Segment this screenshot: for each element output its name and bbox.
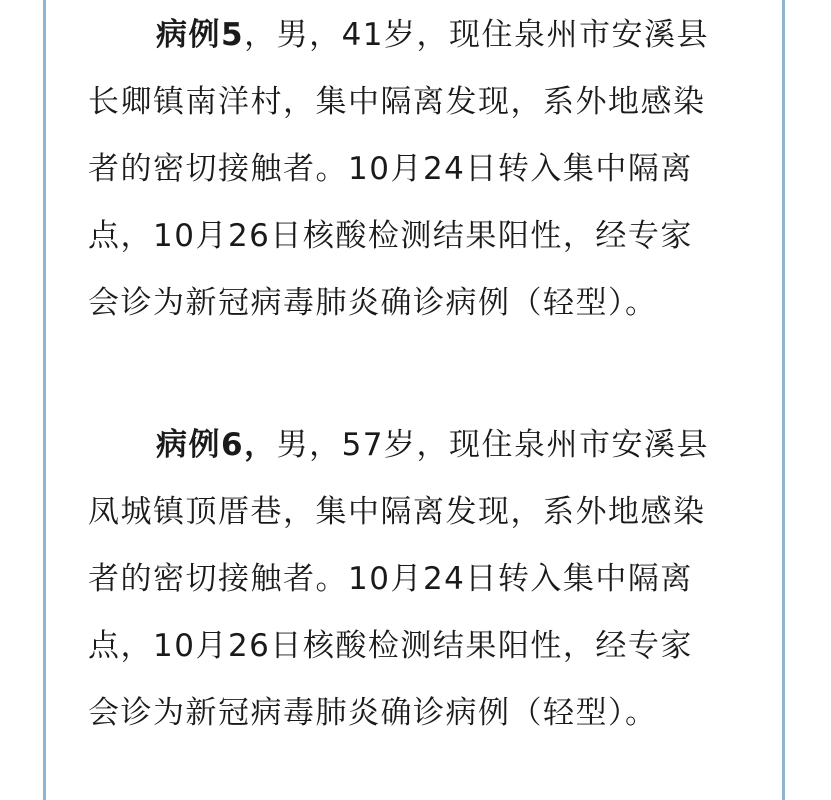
case-5-line-3: 者的密切接触者。10月24日转入集中隔离 (88, 151, 693, 187)
case-5-line-1-text: ，男，41岁，现住泉州市安溪县 (244, 17, 710, 53)
case-6-line-5: 会诊为新冠病毒肺炎确诊病例（轻型）。 (88, 695, 658, 731)
case-6-line-1-text: 男，57岁，现住泉州市安溪县 (276, 427, 710, 463)
case-6-title: 病例6， (156, 427, 277, 463)
case-5-line-4: 点，10月26日核酸检测结果阳性，经专家 (88, 218, 693, 254)
case-5-paragraph (88, 2, 748, 337)
case-5-line-5: 会诊为新冠病毒肺炎确诊病例（轻型）。 (88, 285, 658, 321)
case-5-title: 病例5 (156, 17, 245, 53)
case-5-line-1 (88, 2, 748, 69)
case-5-line-2: 长卿镇南洋村，集中隔离发现，系外地感染 (88, 84, 706, 120)
case-6-line-4: 点，10月26日核酸检测结果阳性，经专家 (88, 628, 693, 664)
case-6-line-1 (88, 412, 748, 479)
case-6-paragraph (88, 412, 748, 747)
case-6-line-2: 凤城镇顶厝巷，集中隔离发现，系外地感染 (88, 494, 706, 530)
case-6-line-3: 者的密切接触者。10月24日转入集中隔离 (88, 561, 693, 597)
